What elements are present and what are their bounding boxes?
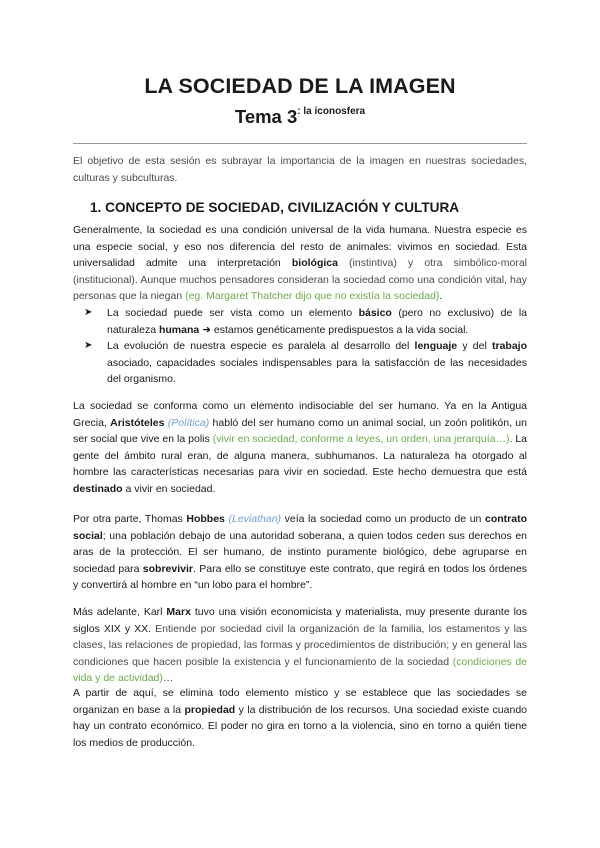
- tema-label: Tema 3: [234, 106, 298, 127]
- paragraph-marx: [73, 604, 527, 687]
- p4-text: Más adelante, Karl: [73, 606, 167, 618]
- p4-bold-marx: Marx: [166, 606, 191, 618]
- p4-text-light: Entiende por sociedad civil la organización de la familia, los estamentos y las clases, las relaciones de propiedad, las formas y procedimientos de distribución; y en general las condiciones que hacen posible la existencia y el funcionamiento de la sociedad: [73, 622, 527, 668]
- p3-text: Por otra parte, Thomas: [73, 513, 187, 525]
- p4-text: tuvo una visión economicista y materialista, muy presente durante los siglos XIX y XX.: [73, 606, 528, 635]
- p1-bold-biologica: biológica: [291, 257, 338, 270]
- p1-text-light: (instintiva) y otra simbólico-moral (institucional). Aunque muchos pensadores consideran la sociedad como una condición vital, hay personas que la niegan: [73, 257, 528, 303]
- bullet-bold: básico: [358, 307, 392, 319]
- paragraph-aristoteles: [73, 398, 527, 498]
- p3-end: . Para ello se constituye este contrato, que regirá en todos los órdenes y convertirá al hombre en “un lobo para el hombre”.: [73, 562, 527, 592]
- p3-bold-hobbes: Hobbes: [186, 513, 225, 525]
- p1-text: Generalmente, la sociedad es una condición universal de la vida humana. Nuestra especie es una especie social, y eso nos diferencia del resto de animales: vivimos en sociedad. Esta universalidad admite una interpretación: [73, 224, 527, 270]
- bullet-item: [73, 305, 527, 338]
- p1-end: .: [439, 290, 443, 303]
- p3-work-leviathan: (Leviathan): [228, 513, 282, 525]
- p2-end: a vivir en sociedad.: [122, 482, 216, 495]
- p2-note-green: (vivir en sociedad, conforme a leyes, un orden, una jerarquía…): [212, 433, 510, 446]
- arrow-bullet-icon: ➤: [84, 307, 93, 318]
- p5-text: A partir de aquí, se elimina todo elemento místico y se establece que las sociedades se organizan en base a la: [73, 687, 527, 716]
- p3-bold-contrato: contrato social: [73, 513, 527, 542]
- p2-bold-aristoteles: Aristóteles: [110, 416, 165, 429]
- bullet-bold: trabajo: [491, 340, 527, 353]
- bullet-text: ➜ estamos genéticamente predispuestos a la vida social.: [199, 323, 469, 336]
- bullet-text: asociado, capacidades sociales indispensables para la satisfacción de las necesidades del organismo.: [107, 356, 527, 386]
- p2-text: . La gente del ámbito rural eran, de alguna manera, subhumanos. La naturaleza ha otorgado al hombre las características necesarias para vivir en sociedad. Este hecho demuestra que está: [73, 433, 527, 479]
- p2-bold-destinado: destinado: [73, 482, 123, 495]
- paragraph-hobbes: [73, 511, 527, 594]
- bullet-list: [73, 305, 527, 388]
- title-divider: [73, 143, 527, 144]
- bullet-item: [73, 338, 527, 388]
- bullet-bold: lenguaje: [414, 340, 458, 353]
- p3-text: ; una población debajo de una autoridad soberana, a quien todos ceden sus derechos en aras de la protección. El ser humano, de instinto puramente biológico, debe agruparse en sociedad para: [73, 529, 527, 575]
- p5-bold-propiedad: propiedad: [184, 703, 236, 716]
- p3-text: veía la sociedad como un producto de un: [281, 513, 485, 525]
- document-title: LA SOCIEDAD DE LA IMAGEN: [144, 74, 456, 98]
- section-heading: [90, 200, 530, 215]
- p4-note-green: (condiciones de vida y de actividad): [73, 655, 528, 685]
- document-subtitle: [0, 106, 600, 128]
- intro-paragraph: El objetivo de esta sesión es subrayar la importancia de la imagen en nuestras sociedades, culturas y subculturas.: [73, 155, 527, 184]
- paragraph-definition: [73, 222, 527, 305]
- p1-note-green: (eg. Margaret Thatcher dijo que no existía la sociedad): [185, 290, 440, 303]
- section-title: CONCEPTO DE SOCIEDAD, CIVILIZACIÓN Y CULTURA: [105, 200, 460, 215]
- bullet-text: La evolución de nuestra especie es paralela al desarrollo del: [107, 340, 415, 353]
- bullet-text: La sociedad puede ser vista como un elemento: [107, 307, 359, 319]
- p4-end: …: [162, 672, 174, 685]
- bullet-text: (pero no exclusivo) de la naturaleza: [107, 307, 527, 336]
- p2-text: habló del ser humano como un animal social, un zoón politikón, un ser social que vive en la polis: [73, 416, 527, 446]
- section-number: 1.: [90, 200, 102, 215]
- p2-text: La sociedad se conforma como un elemento indisociable del ser humano. Ya en la Antigua Grecia,: [73, 400, 527, 429]
- arrow-bullet-icon: ➤: [84, 340, 93, 352]
- p5-end: y la distribución de los recursos. Una sociedad existe cuando hay un contrato económico. El poder no gira en torno a la violencia, sino en torno a quién tiene los medios de producción.: [73, 703, 527, 749]
- p3-bold-sobrevivir: sobrevivir: [142, 562, 193, 575]
- bullet-bold: humana: [158, 323, 200, 336]
- p2-work-politica: (Política): [167, 416, 210, 429]
- paragraph-propiedad: [73, 685, 527, 751]
- tema-suffix: : la iconosfera: [297, 106, 366, 117]
- bullet-text: y del: [457, 340, 492, 353]
